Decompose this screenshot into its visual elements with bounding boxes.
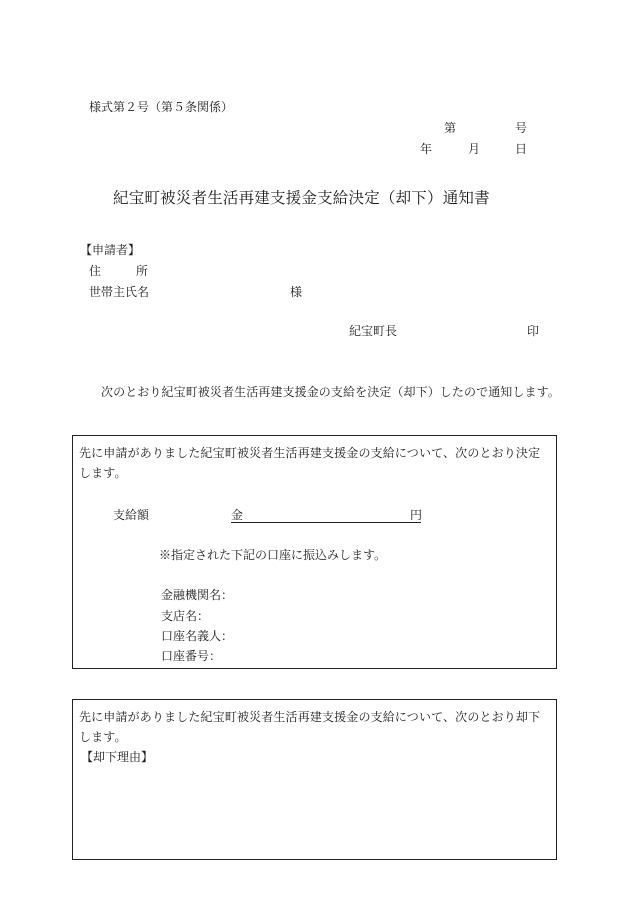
date-day: 日: [515, 142, 528, 156]
amount-unit: 円: [410, 508, 423, 522]
applicant-heading: 【申請者】: [80, 243, 141, 257]
date-month: 月: [468, 142, 481, 156]
householder-name-label: 世帯主氏名: [89, 285, 150, 299]
issuer-title: 紀宝町長: [349, 324, 398, 338]
rejection-reason-heading: 【却下理由】: [81, 750, 154, 764]
number-prefix: 第: [444, 121, 457, 135]
amount-label: 支給額: [113, 508, 150, 522]
amount-prefix: 金: [231, 508, 244, 522]
address-label-2: 所: [136, 264, 149, 278]
account-holder-label: 口座名義人：: [161, 629, 234, 643]
rejection-text: 先に申請がありました紀宝町被災者生活再建支援金の支給について、次のとおり却下します。: [79, 710, 541, 744]
form-label: 様式第２号（第５条関係）: [89, 100, 234, 114]
account-number-label: 口座番号：: [161, 649, 222, 663]
address-label-1: 住: [89, 264, 102, 278]
branch-name-label: 支店名：: [161, 609, 210, 623]
amount-underline: [231, 522, 421, 523]
transfer-note: ※指定された下記の口座に振込みします。: [159, 548, 387, 562]
approval-box: [72, 435, 557, 669]
rejection-box: [72, 699, 557, 860]
approval-text: 先に申請がありました紀宝町被災者生活再建支援金の支給について、次のとおり決定します。: [79, 446, 541, 480]
honorific: 様: [290, 285, 303, 299]
seal-mark: 印: [527, 324, 540, 338]
number-suffix: 号: [515, 121, 528, 135]
bank-name-label: 金融機関名：: [161, 588, 234, 602]
date-year: 年: [420, 142, 433, 156]
intro-text: 次のとおり紀宝町被災者生活再建支援金の支給を決定（却下）したので通知します。: [101, 385, 560, 399]
document-title: 紀宝町被災者生活再建支援金支給決定（却下）通知書: [113, 189, 490, 207]
